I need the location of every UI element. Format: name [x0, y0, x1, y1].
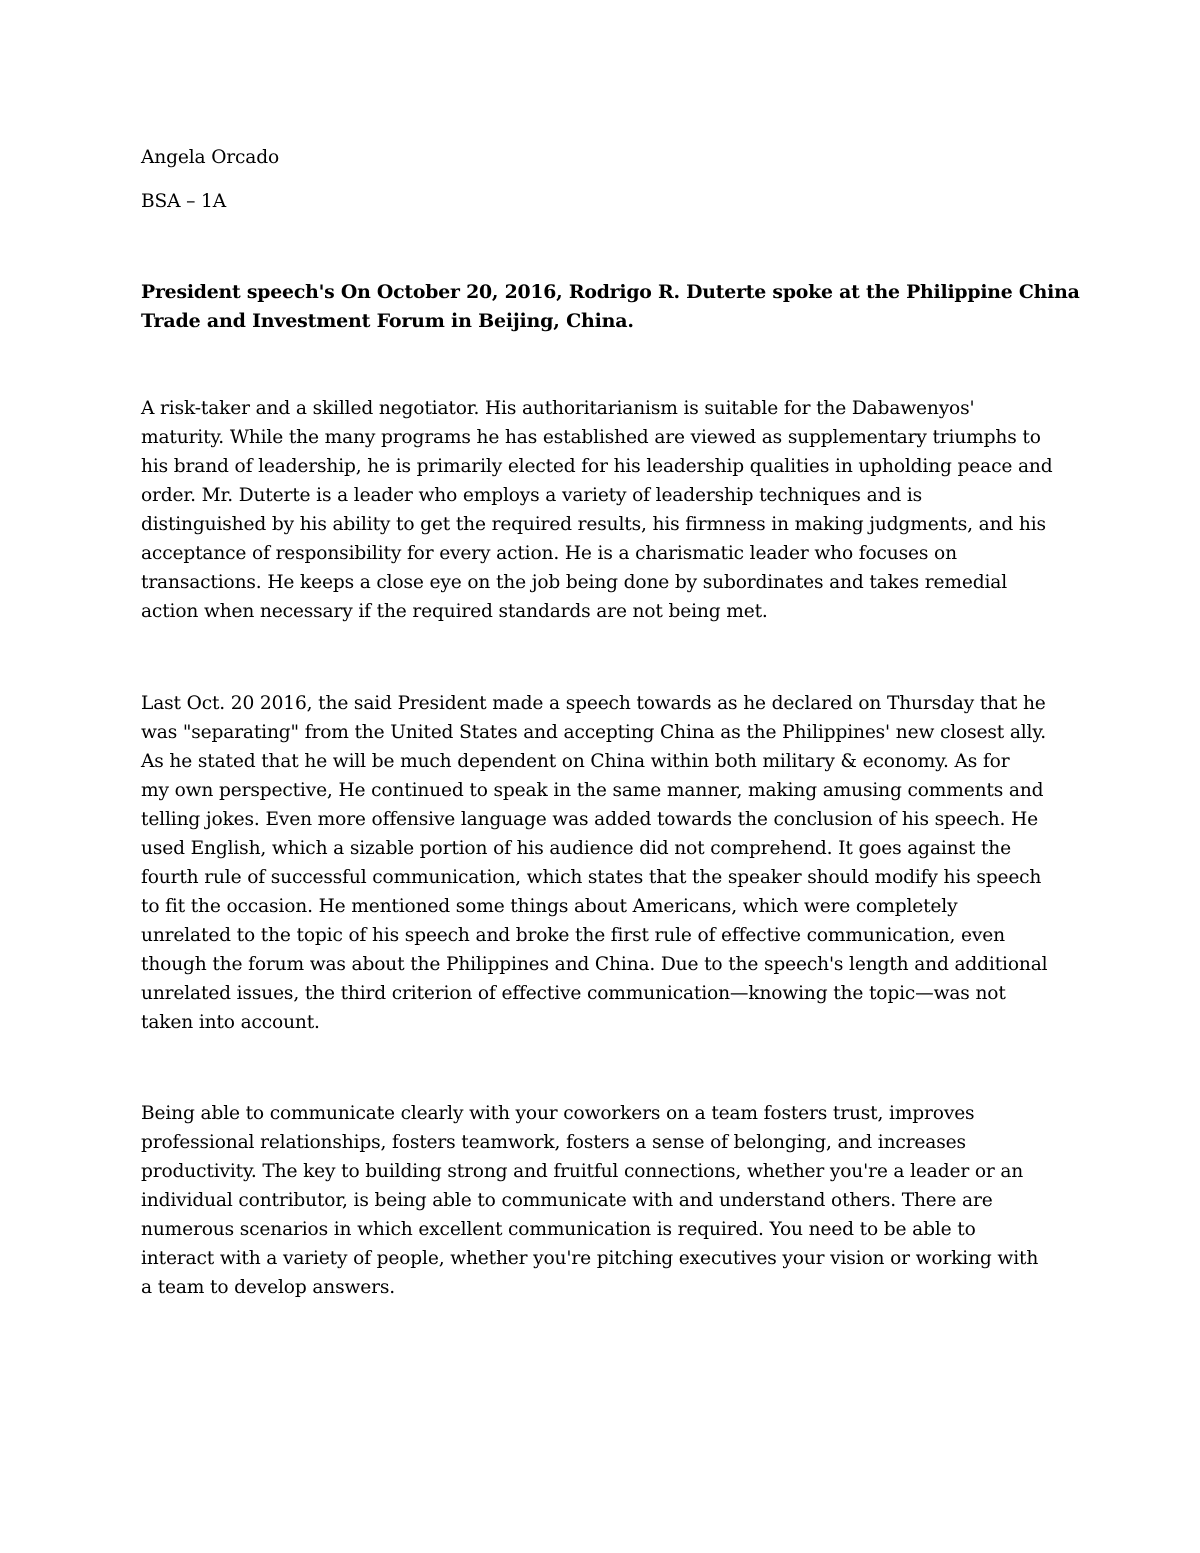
paragraph-line: was "separating" from the United States and accepting China as the Philippines' new closest ally.	[141, 722, 1046, 743]
paragraph-line: productivity. The key to building strong and fruitful connections, whether you're a leader or an	[141, 1161, 1024, 1182]
paragraph-line: taken into account.	[141, 1012, 320, 1033]
paragraph-line: As he stated that he will be much dependent on China within both military & economy. As for	[141, 751, 1010, 772]
paragraph-line: action when necessary if the required standards are not being met.	[141, 601, 768, 622]
paragraph-line: unrelated to the topic of his speech and broke the first rule of effective communication, even	[141, 925, 1005, 946]
paragraph-line: my own perspective, He continued to speak in the same manner, making amusing comments and	[141, 780, 1044, 801]
title-line: Trade and Investment Forum in Beijing, China.	[141, 310, 634, 332]
paragraph-line: A risk-taker and a skilled negotiator. His authoritarianism is suitable for the Dabawenyos'	[141, 398, 975, 419]
title-line: President speech's On October 20, 2016, Rodrigo R. Duterte spoke at the Philippine China	[141, 281, 1080, 303]
paragraph-line: unrelated issues, the third criterion of effective communication—knowing the topic—was not	[141, 983, 1006, 1004]
paragraph-line: a team to develop answers.	[141, 1277, 396, 1298]
paragraph-line: Being able to communicate clearly with your coworkers on a team fosters trust, improves	[141, 1103, 975, 1124]
paragraph-line: his brand of leadership, he is primarily elected for his leadership qualities in upholding peace and	[141, 456, 1053, 477]
paragraph-line: individual contributor, is being able to communicate with and understand others. There are	[141, 1190, 993, 1211]
paragraph-line: to fit the occasion. He mentioned some things about Americans, which were completely	[141, 896, 958, 917]
class-section: BSA – 1A	[141, 191, 227, 212]
paragraph-line: order. Mr. Duterte is a leader who employs a variety of leadership techniques and is	[141, 485, 923, 506]
paragraph-line: though the forum was about the Philippines and China. Due to the speech's length and additional	[141, 954, 1048, 975]
paragraph-line: numerous scenarios in which excellent communication is required. You need to be able to	[141, 1219, 976, 1240]
paragraph-line: Last Oct. 20 2016, the said President made a speech towards as he declared on Thursday that he	[141, 693, 1046, 714]
paragraph-line: telling jokes. Even more offensive language was added towards the conclusion of his speech. He	[141, 809, 1038, 830]
paragraph-line: maturity. While the many programs he has established are viewed as supplementary triumphs to	[141, 427, 1041, 448]
paragraph-line: fourth rule of successful communication, which states that the speaker should modify his speech	[141, 867, 1042, 888]
paragraph-line: interact with a variety of people, whether you're pitching executives your vision or working with	[141, 1248, 1039, 1269]
paragraph-line: distinguished by his ability to get the required results, his firmness in making judgments, and his	[141, 514, 1046, 535]
paragraph-line: used English, which a sizable portion of his audience did not comprehend. It goes against the	[141, 838, 1011, 859]
paragraph-line: acceptance of responsibility for every action. He is a charismatic leader who focuses on	[141, 543, 957, 564]
author-name: Angela Orcado	[141, 147, 280, 168]
paragraph-line: transactions. He keeps a close eye on the job being done by subordinates and takes remedial	[141, 572, 1008, 593]
paragraph-line: professional relationships, fosters teamwork, fosters a sense of belonging, and increases	[141, 1132, 966, 1153]
